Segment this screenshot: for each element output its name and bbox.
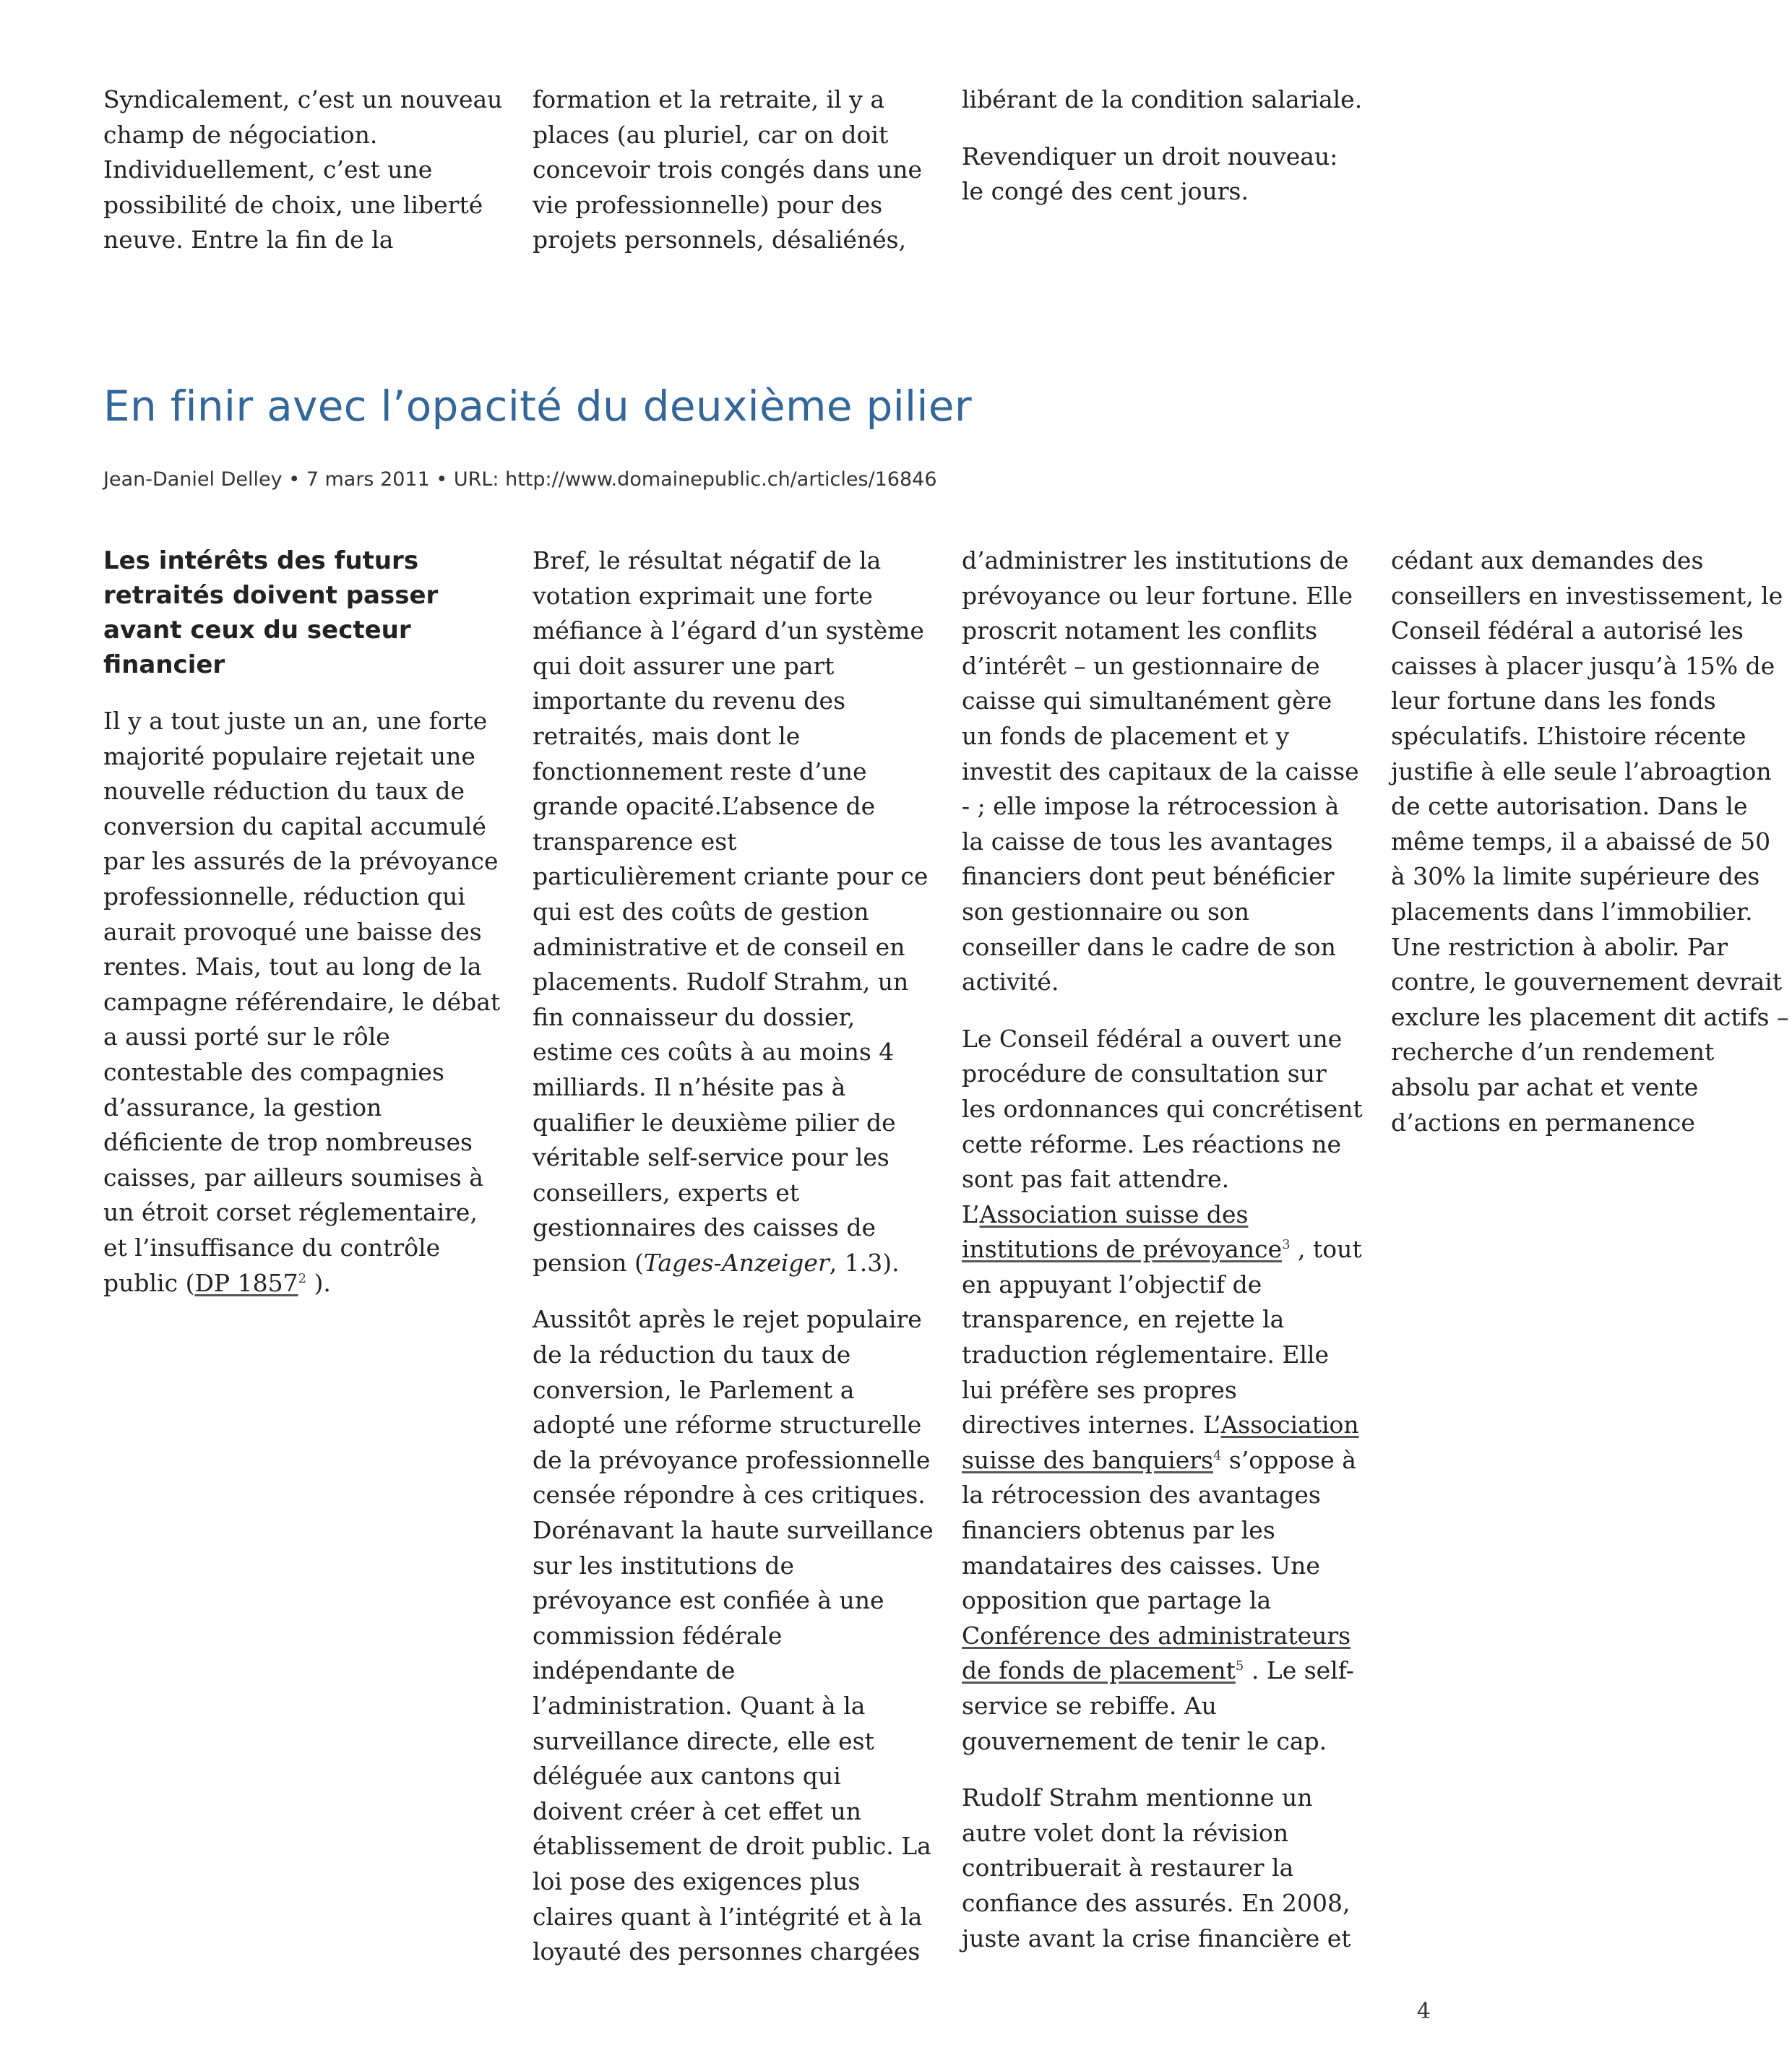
prev-article-text: formation et la retraite, il y a places (au pluriel, car on doit concevoir trois congés dans une vie professionnelle) pour des projets personnels, désaliénés, [533,85,923,254]
paragraph [103,704,504,1301]
paragraph-text: Il y a tout juste un an, une forte majorité populaire rejetait une nouvelle réduction du taux de conversion du capital accumulé par les assurés de la prévoyance professionnelle, réduction qui aurait provoqué une baisse des rentes. Mais, tout au long de la campagne référendaire, le débat a aussi porté sur le rôle contestable des compagnies d’assurance, la gestion déficiente de trop nombreuses caisses, par ailleurs soumises à un étroit corset réglementaire, et l’insuffisance du contrôle public ( [103,707,501,1297]
article-column-1 [103,543,504,1322]
fund-administrators-link[interactable]: Conférence des administrateurs de fonds de placement [962,1621,1351,1685]
prev-article-text: Syndicalement, c’est un nouveau champ de négociation. Individuellement, c’est une possibilité de choix, une liberté neuve. Entre la fin de la [103,85,503,254]
paragraph-text: , tout en appuyant l’objectif de transparence, en rejette la traduction réglementaire. Elle lui préfère ses propres directives internes. L’ [962,1235,1362,1439]
prev-article-text: libérant de la condition salariale. [962,85,1363,113]
article-byline: Jean-Daniel Delley • 7 mars 2011 • URL: http://www.domainepublic.ch/articles/16846 [103,468,937,491]
paragraph [533,543,934,1280]
paragraph: Rudolf Strahm mentionne un autre volet dont la révision contribuerait à restaurer la confiance des assurés. En 2008, juste avant la crise financière et cédant aux demandes des conseillers en investissement, le Conseil fédéral a autorisé les caisses à placer jusqu’à 15% de leur fortune dans les fonds spéculatifs. L’histoire récente justifie à elle seule l’abroagtion de cette autorisation. Dans le même temps, il a abaissé de 50 à 30% la limite supérieure des placements dans l’immobilier. Une restriction à abolir. Par contre, le gouvernement devrait exclure les placement dit actifs – recherche d’un rendement absolu par achat et vente d’actions en permanence [962,546,1789,1953]
article-title: En finir avec l’opacité du deuxième pilier [103,382,972,431]
footnote-ref[interactable]: 4 [1212,1447,1222,1463]
footnote-ref[interactable]: 5 [1235,1658,1244,1674]
paragraph-text: s’oppose à la rétrocession des avantages financiers obtenus par les mandataires des caisses. Une opposition que partage la [962,1445,1356,1615]
bankers-association-link[interactable]: Association suisse des banquiers [962,1411,1359,1474]
paragraph-text: Bref, le résultat négatif de la votation exprimait une forte méfiance à l’égard d’un système qui doit assurer une part importante du revenu des retraités, mais dont le fonctionnement reste d’une grande opacité.L’absence de transparence est particulièrement criante pour ce qui est des coûts de gestion administrative et de conseil en placements. Rudolf Strahm, un fin connaisseur du dossier, estime ces coûts à au moins 4 milliards. Il n’hésite pas à qualifier le deuxième pilier de véritable self-service pour les conseillers, experts et gestionnaires des caisses de pension ( [533,546,929,1277]
article-column-2 [533,543,1789,1981]
paragraph [962,1022,1363,1759]
page-number: 4 [1416,1999,1431,2024]
footnote-ref[interactable]: 2 [298,1270,307,1286]
footnote-ref[interactable]: 3 [1282,1237,1291,1253]
article-lead: Les intérêts des futurs retraités doivent passer avant ceux du secteur financier [103,546,439,679]
prev-article-column-3 [962,82,1363,210]
paragraph: Aussitôt après le rejet populaire de la réduction du taux de conversion, le Parlement a adopté une réforme structurelle de la prévoyance professionnelle censée répondre à ces critiques. Dorénavant la haute surveillance sur les institutions de prévoyance est confiée à une commission fédérale indépendante de l’administration. Quant à la surveillance directe, elle est déléguée aux cantons qui doivent créer à cet effet un établissement de droit public. La loi pose des exigences plus claires quant à l’intégrité et à la loyauté des personnes chargées d’administrer les institutions de prévoyance ou leur fortune. Elle proscrit notament les conflits d’intérêt – un gestionnaire de caisse qui simultanément gère un fonds de placement et y investit des capitaux de la caisse - ; elle impose la rétrocession à la caisse de tous les avantages financiers dont peut bénéficier son gestionnaire ou son conseiller dans le cadre de son activité. [533,546,1359,1966]
paragraph-text: , 1.3). [829,1248,900,1277]
paragraph-text: Le Conseil fédéral a ouvert une procédure de consultation sur les ordonnances qui concrétisent cette réforme. Les réactions ne sont pas fait attendre. L’ [962,1024,1363,1228]
newspaper-name: Tages-Anzeiger [643,1248,830,1277]
prev-article-column-2 [533,82,934,258]
dp-1857-link[interactable]: DP 1857 [194,1268,298,1297]
prev-article-column-1 [103,82,504,258]
paragraph-text: ). [306,1268,331,1297]
prev-article-text: Revendiquer un droit nouveau: le congé des cent jours. [962,142,1338,206]
asip-link[interactable]: Association suisse des institutions de prévoyance [962,1200,1283,1264]
paragraph-text: . Le self-service se rebiffe. Au gouvernement de tenir le cap. [962,1656,1354,1755]
